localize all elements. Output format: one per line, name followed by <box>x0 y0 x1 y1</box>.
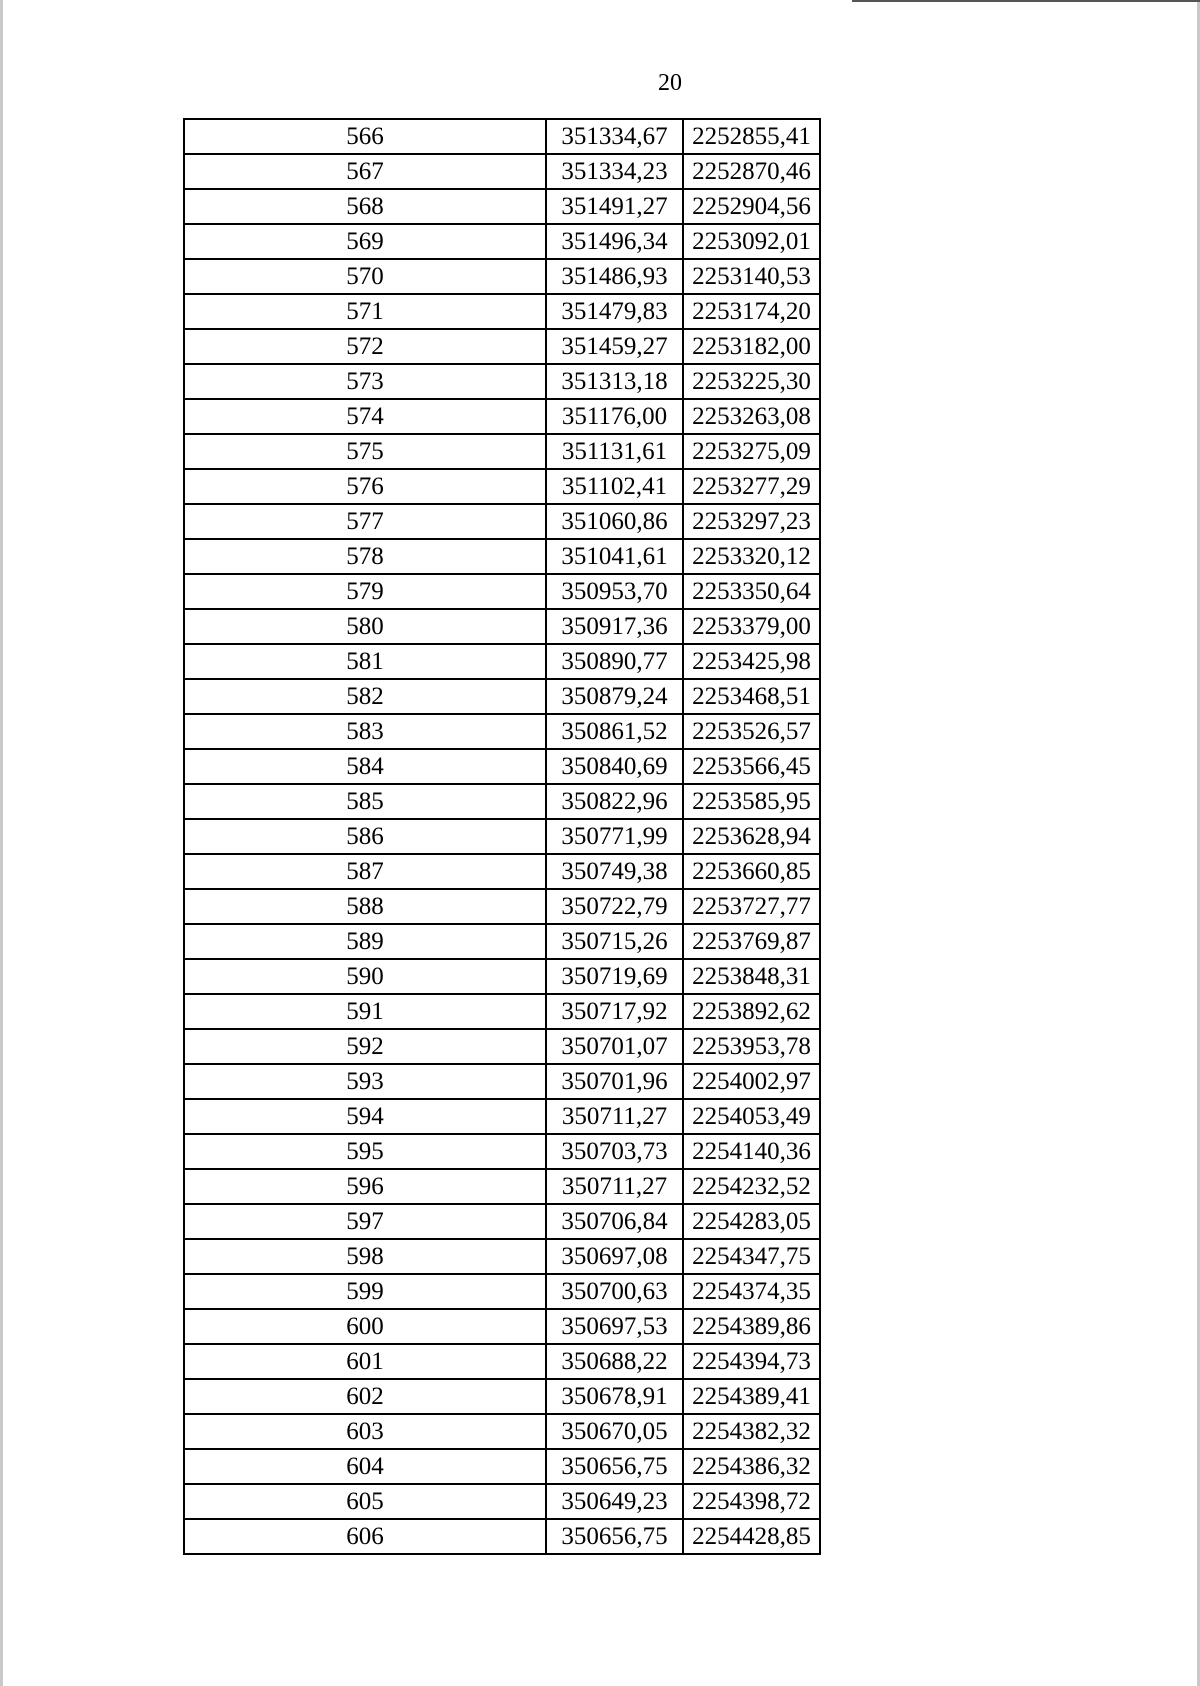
x-coordinate-cell: 350656,75 <box>546 1519 683 1554</box>
table-row <box>184 679 820 714</box>
table-row <box>184 119 820 154</box>
table-row <box>184 819 820 854</box>
table-row <box>184 154 820 189</box>
table-row <box>184 259 820 294</box>
y-coordinate-cell: 2253425,98 <box>683 644 820 679</box>
x-coordinate-cell: 350697,08 <box>546 1239 683 1274</box>
x-coordinate-cell: 350711,27 <box>546 1169 683 1204</box>
table-row <box>184 1064 820 1099</box>
y-coordinate-cell: 2253320,12 <box>683 539 820 574</box>
point-number-cell: 580 <box>184 609 546 644</box>
table-row <box>184 784 820 819</box>
x-coordinate-cell: 350656,75 <box>546 1449 683 1484</box>
table-row <box>184 1449 820 1484</box>
x-coordinate-cell: 350701,96 <box>546 1064 683 1099</box>
y-coordinate-cell: 2253526,57 <box>683 714 820 749</box>
y-coordinate-cell: 2254428,85 <box>683 1519 820 1554</box>
point-number-cell: 592 <box>184 1029 546 1064</box>
x-coordinate-cell: 350701,07 <box>546 1029 683 1064</box>
y-coordinate-cell: 2253953,78 <box>683 1029 820 1064</box>
coordinates-table <box>183 118 821 1555</box>
table-row <box>184 749 820 784</box>
point-number-cell: 603 <box>184 1414 546 1449</box>
table-row <box>184 574 820 609</box>
y-coordinate-cell: 2253263,08 <box>683 399 820 434</box>
point-number-cell: 566 <box>184 119 546 154</box>
point-number-cell: 591 <box>184 994 546 1029</box>
coordinates-table-body <box>184 119 820 1554</box>
y-coordinate-cell: 2253174,20 <box>683 294 820 329</box>
y-coordinate-cell: 2253140,53 <box>683 259 820 294</box>
table-row <box>184 1519 820 1554</box>
table-row <box>184 1344 820 1379</box>
table-row <box>184 1484 820 1519</box>
x-coordinate-cell: 350711,27 <box>546 1099 683 1134</box>
y-coordinate-cell: 2252855,41 <box>683 119 820 154</box>
table-row <box>184 924 820 959</box>
x-coordinate-cell: 350861,52 <box>546 714 683 749</box>
y-coordinate-cell: 2254394,73 <box>683 1344 820 1379</box>
point-number-cell: 585 <box>184 784 546 819</box>
point-number-cell: 604 <box>184 1449 546 1484</box>
point-number-cell: 595 <box>184 1134 546 1169</box>
table-row <box>184 1029 820 1064</box>
point-number-cell: 587 <box>184 854 546 889</box>
x-coordinate-cell: 351491,27 <box>546 189 683 224</box>
point-number-cell: 589 <box>184 924 546 959</box>
point-number-cell: 575 <box>184 434 546 469</box>
x-coordinate-cell: 350703,73 <box>546 1134 683 1169</box>
y-coordinate-cell: 2253225,30 <box>683 364 820 399</box>
table-row <box>184 644 820 679</box>
point-number-cell: 600 <box>184 1309 546 1344</box>
point-number-cell: 601 <box>184 1344 546 1379</box>
x-coordinate-cell: 350879,24 <box>546 679 683 714</box>
table-row <box>184 994 820 1029</box>
table-row <box>184 224 820 259</box>
table-row <box>184 1169 820 1204</box>
x-coordinate-cell: 351131,61 <box>546 434 683 469</box>
y-coordinate-cell: 2253275,09 <box>683 434 820 469</box>
page-number: 20 <box>658 70 682 96</box>
y-coordinate-cell: 2254398,72 <box>683 1484 820 1519</box>
x-coordinate-cell: 350840,69 <box>546 749 683 784</box>
table-row <box>184 609 820 644</box>
x-coordinate-cell: 351041,61 <box>546 539 683 574</box>
x-coordinate-cell: 350700,63 <box>546 1274 683 1309</box>
table-row <box>184 889 820 924</box>
point-number-cell: 578 <box>184 539 546 574</box>
x-coordinate-cell: 350688,22 <box>546 1344 683 1379</box>
y-coordinate-cell: 2252904,56 <box>683 189 820 224</box>
table-row <box>184 1099 820 1134</box>
x-coordinate-cell: 350715,26 <box>546 924 683 959</box>
y-coordinate-cell: 2253848,31 <box>683 959 820 994</box>
y-coordinate-cell: 2254386,32 <box>683 1449 820 1484</box>
table-row <box>184 504 820 539</box>
point-number-cell: 602 <box>184 1379 546 1414</box>
x-coordinate-cell: 351060,86 <box>546 504 683 539</box>
y-coordinate-cell: 2253379,00 <box>683 609 820 644</box>
point-number-cell: 590 <box>184 959 546 994</box>
point-number-cell: 581 <box>184 644 546 679</box>
table-row <box>184 329 820 364</box>
y-coordinate-cell: 2254389,41 <box>683 1379 820 1414</box>
point-number-cell: 599 <box>184 1274 546 1309</box>
point-number-cell: 594 <box>184 1099 546 1134</box>
point-number-cell: 586 <box>184 819 546 854</box>
x-coordinate-cell: 350649,23 <box>546 1484 683 1519</box>
x-coordinate-cell: 350717,92 <box>546 994 683 1029</box>
table-row <box>184 1134 820 1169</box>
point-number-cell: 584 <box>184 749 546 784</box>
y-coordinate-cell: 2253468,51 <box>683 679 820 714</box>
point-number-cell: 598 <box>184 1239 546 1274</box>
x-coordinate-cell: 350722,79 <box>546 889 683 924</box>
y-coordinate-cell: 2253585,95 <box>683 784 820 819</box>
point-number-cell: 574 <box>184 399 546 434</box>
point-number-cell: 571 <box>184 294 546 329</box>
scan-top-line <box>852 0 1200 2</box>
y-coordinate-cell: 2253277,29 <box>683 469 820 504</box>
table-row <box>184 469 820 504</box>
x-coordinate-cell: 350749,38 <box>546 854 683 889</box>
y-coordinate-cell: 2254232,52 <box>683 1169 820 1204</box>
x-coordinate-cell: 351102,41 <box>546 469 683 504</box>
x-coordinate-cell: 350678,91 <box>546 1379 683 1414</box>
y-coordinate-cell: 2254389,86 <box>683 1309 820 1344</box>
x-coordinate-cell: 350719,69 <box>546 959 683 994</box>
y-coordinate-cell: 2252870,46 <box>683 154 820 189</box>
point-number-cell: 588 <box>184 889 546 924</box>
point-number-cell: 572 <box>184 329 546 364</box>
y-coordinate-cell: 2253350,64 <box>683 574 820 609</box>
table-row <box>184 399 820 434</box>
table-row <box>184 959 820 994</box>
y-coordinate-cell: 2253769,87 <box>683 924 820 959</box>
x-coordinate-cell: 351479,83 <box>546 294 683 329</box>
point-number-cell: 568 <box>184 189 546 224</box>
point-number-cell: 582 <box>184 679 546 714</box>
point-number-cell: 570 <box>184 259 546 294</box>
point-number-cell: 597 <box>184 1204 546 1239</box>
y-coordinate-cell: 2254347,75 <box>683 1239 820 1274</box>
x-coordinate-cell: 351486,93 <box>546 259 683 294</box>
y-coordinate-cell: 2254382,32 <box>683 1414 820 1449</box>
table-row <box>184 364 820 399</box>
x-coordinate-cell: 350670,05 <box>546 1414 683 1449</box>
scan-edge-left <box>0 0 3 1686</box>
x-coordinate-cell: 351176,00 <box>546 399 683 434</box>
y-coordinate-cell: 2253892,62 <box>683 994 820 1029</box>
x-coordinate-cell: 351313,18 <box>546 364 683 399</box>
x-coordinate-cell: 350771,99 <box>546 819 683 854</box>
y-coordinate-cell: 2253182,00 <box>683 329 820 364</box>
point-number-cell: 573 <box>184 364 546 399</box>
point-number-cell: 577 <box>184 504 546 539</box>
table-row <box>184 854 820 889</box>
table-row <box>184 189 820 224</box>
x-coordinate-cell: 350706,84 <box>546 1204 683 1239</box>
table-row <box>184 1379 820 1414</box>
point-number-cell: 606 <box>184 1519 546 1554</box>
y-coordinate-cell: 2254283,05 <box>683 1204 820 1239</box>
x-coordinate-cell: 351496,34 <box>546 224 683 259</box>
point-number-cell: 596 <box>184 1169 546 1204</box>
y-coordinate-cell: 2254374,35 <box>683 1274 820 1309</box>
table-row <box>184 1414 820 1449</box>
x-coordinate-cell: 350953,70 <box>546 574 683 609</box>
table-row <box>184 1239 820 1274</box>
x-coordinate-cell: 350822,96 <box>546 784 683 819</box>
table-row <box>184 1204 820 1239</box>
y-coordinate-cell: 2253727,77 <box>683 889 820 924</box>
point-number-cell: 605 <box>184 1484 546 1519</box>
table-row <box>184 1274 820 1309</box>
table-row <box>184 1309 820 1344</box>
y-coordinate-cell: 2254140,36 <box>683 1134 820 1169</box>
y-coordinate-cell: 2253660,85 <box>683 854 820 889</box>
point-number-cell: 583 <box>184 714 546 749</box>
x-coordinate-cell: 350917,36 <box>546 609 683 644</box>
x-coordinate-cell: 350697,53 <box>546 1309 683 1344</box>
y-coordinate-cell: 2254002,97 <box>683 1064 820 1099</box>
y-coordinate-cell: 2253628,94 <box>683 819 820 854</box>
x-coordinate-cell: 350890,77 <box>546 644 683 679</box>
y-coordinate-cell: 2253297,23 <box>683 504 820 539</box>
point-number-cell: 567 <box>184 154 546 189</box>
x-coordinate-cell: 351459,27 <box>546 329 683 364</box>
table-row <box>184 434 820 469</box>
point-number-cell: 576 <box>184 469 546 504</box>
point-number-cell: 579 <box>184 574 546 609</box>
table-row <box>184 294 820 329</box>
x-coordinate-cell: 351334,67 <box>546 119 683 154</box>
x-coordinate-cell: 351334,23 <box>546 154 683 189</box>
y-coordinate-cell: 2254053,49 <box>683 1099 820 1134</box>
y-coordinate-cell: 2253092,01 <box>683 224 820 259</box>
point-number-cell: 593 <box>184 1064 546 1099</box>
point-number-cell: 569 <box>184 224 546 259</box>
y-coordinate-cell: 2253566,45 <box>683 749 820 784</box>
table-row <box>184 539 820 574</box>
table-row <box>184 714 820 749</box>
